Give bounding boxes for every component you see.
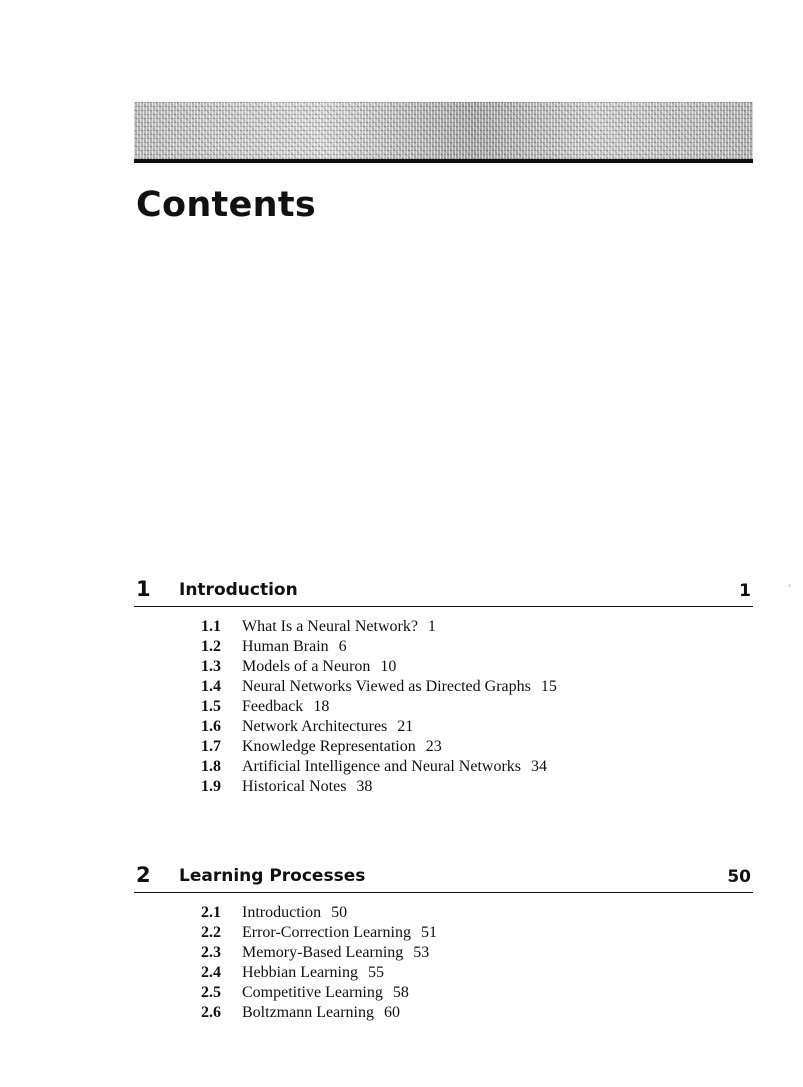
section-page: 10 [380, 658, 397, 675]
chapter-number: 1 [136, 577, 151, 601]
section-number: 1.8 [201, 758, 221, 775]
section-page: 23 [425, 738, 442, 755]
section-title: Knowledge Representation [242, 738, 416, 755]
section-number: 2.1 [201, 904, 221, 921]
section-entry [201, 657, 753, 677]
section-title: Artificial Intelligence and Neural Networks [242, 758, 521, 775]
section-number: 2.4 [201, 964, 221, 981]
section-entry [201, 677, 753, 697]
section-title: Boltzmann Learning [242, 1004, 374, 1021]
decorative-banner [134, 102, 753, 159]
section-number: 2.2 [201, 924, 221, 941]
section-title: Feedback [242, 698, 304, 715]
section-title: Human Brain [242, 638, 329, 655]
section-title: Memory-Based Learning [242, 944, 404, 961]
section-entry [201, 617, 753, 637]
chapter-2 [134, 862, 753, 1023]
section-number: 1.7 [201, 738, 221, 755]
section-list [134, 607, 753, 797]
chapter-title: Introduction [179, 580, 298, 600]
section-title: Historical Notes [242, 778, 347, 795]
section-entry [201, 983, 753, 1003]
section-entry [201, 963, 753, 983]
banner-rule [134, 159, 753, 163]
section-title: Error-Correction Learning [242, 924, 411, 941]
section-title: Neural Networks Viewed as Directed Graphs [242, 678, 531, 695]
section-page: 18 [313, 698, 330, 715]
section-page: 21 [397, 718, 414, 735]
section-list [134, 893, 753, 1023]
section-title: Network Architectures [242, 718, 388, 735]
section-entry [201, 697, 753, 717]
section-page: 15 [540, 678, 557, 695]
section-entry [201, 923, 753, 943]
section-page: 55 [367, 964, 384, 981]
chapter-number: 2 [136, 863, 151, 887]
chapter-title: Learning Processes [179, 866, 366, 886]
section-number: 2.3 [201, 944, 221, 961]
section-entry [201, 637, 753, 657]
section-page: 6 [338, 638, 347, 655]
section-title: Models of a Neuron [242, 658, 371, 675]
section-number: 2.6 [201, 1004, 221, 1021]
chapter-heading [134, 576, 753, 607]
section-number: 1.2 [201, 638, 221, 655]
chapter-page: 50 [727, 867, 751, 887]
page-title: Contents [136, 185, 316, 225]
chapter-1 [134, 576, 753, 797]
section-entry [201, 717, 753, 737]
section-entry [201, 943, 753, 963]
section-entry [201, 903, 753, 923]
section-number: 1.3 [201, 658, 221, 675]
section-title: What Is a Neural Network? [242, 618, 418, 635]
section-page: 51 [420, 924, 437, 941]
section-page: 58 [392, 984, 409, 1001]
section-number: 1.6 [201, 718, 221, 735]
section-number: 1.1 [201, 618, 221, 635]
section-page: 38 [356, 778, 373, 795]
section-number: 1.9 [201, 778, 221, 795]
section-page: 50 [331, 904, 348, 921]
section-page: 60 [383, 1004, 400, 1021]
chapter-heading [134, 862, 753, 893]
stray-mark: ʿ [788, 584, 792, 595]
section-entry [201, 737, 753, 757]
section-number: 1.5 [201, 698, 221, 715]
section-page: 53 [413, 944, 430, 961]
section-entry [201, 1003, 753, 1023]
section-number: 2.5 [201, 984, 221, 1001]
section-page: 34 [531, 758, 547, 775]
section-title: Introduction [242, 904, 322, 921]
section-page: 1 [427, 618, 436, 635]
section-entry [201, 777, 753, 797]
section-title: Competitive Learning [242, 984, 383, 1001]
section-title: Hebbian Learning [242, 964, 358, 981]
section-number: 1.4 [201, 678, 221, 695]
section-entry [201, 757, 753, 777]
chapter-page: 1 [739, 581, 751, 601]
